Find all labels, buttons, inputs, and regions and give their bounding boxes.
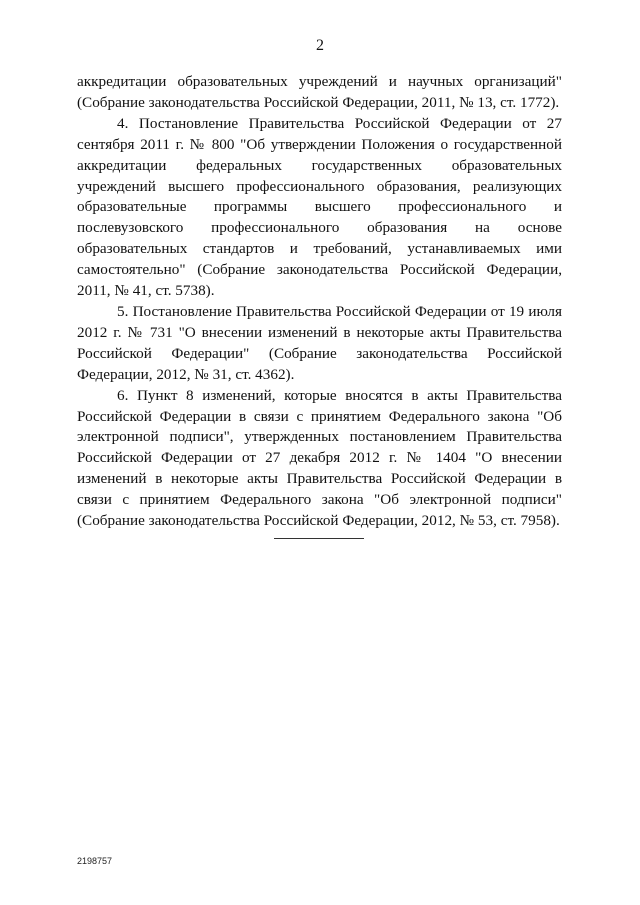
page-number: 2: [316, 37, 324, 54]
paragraph-item-4: 4. Постановление Правительства Российской Федерации от 27 сентября 2011 г. № 800 "Об утверждении Положения о государственной аккредитации федеральных государственных образовательных учреждений высшего профессионального образования, реализующих образовательные программы высшего профессионального и послевузовского профессионального образования на основе образовательных стандартов и требований, устанавливаемых ими самостоятельно" (Собрание законодательства Российской Федерации, 2011, № 41, ст. 5738).: [77, 114, 562, 300]
paragraph-item-5: 5. Постановление Правительства Российской Федерации от 19 июля 2012 г. № 731 "О внесении изменений в некоторые акты Правительства Российской Федерации" (Собрание законодательства Российской Федерации, 2012, № 31, ст. 4362).: [77, 302, 562, 383]
paragraph-continuation: аккредитации образовательных учреждений и научных организаций" (Собрание законодательства Российской Федерации, 2011, № 13, ст. 1772).: [77, 73, 562, 111]
paragraph-item-6: 6. Пункт 8 изменений, которые вносятся в акты Правительства Российской Федерации в связи с принятием Федерального закона "Об электронной подписи", утвержденных постановлением Правительства Российской Федерации от 27 декабря 2012 г. № 1404 "О внесении изменений в некоторые акты Правительства Российской Федерации в связи с принятием Федерального закона "Об электронной подписи" (Собрание законодательства Российской Федерации, 2012, № 53, ст. 7958).: [77, 386, 562, 530]
document-id: 2198757: [77, 856, 113, 866]
end-divider: [274, 538, 364, 539]
document-body: [77, 72, 562, 532]
